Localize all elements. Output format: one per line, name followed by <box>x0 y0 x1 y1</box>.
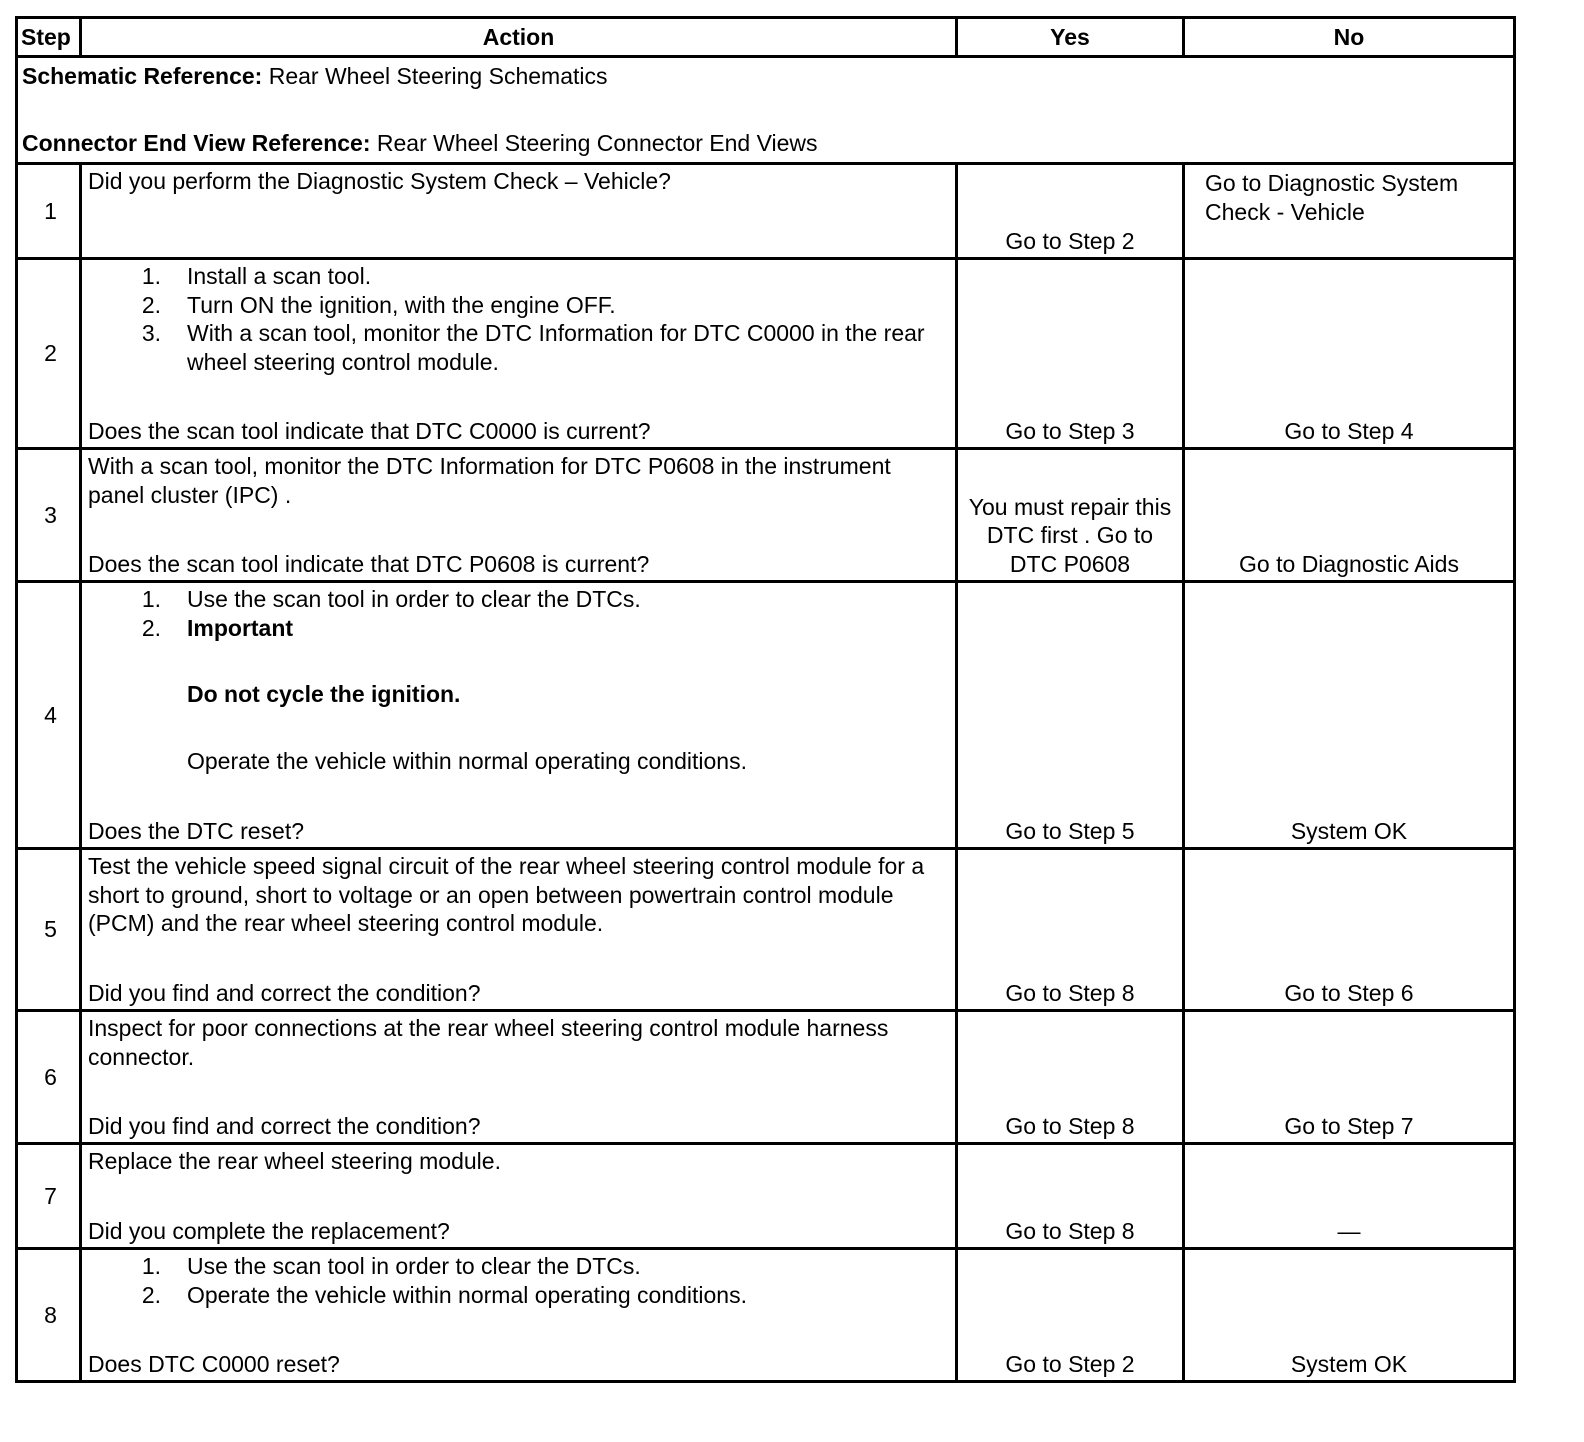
step-number: 3 <box>17 449 81 582</box>
list-item: Use the scan tool in order to clear the DTCs. <box>187 1253 641 1279</box>
action-cell <box>81 849 957 1011</box>
schematic-reference-link[interactable]: Rear Wheel Steering Schematics <box>268 63 608 89</box>
header-row <box>17 18 1515 57</box>
yes-cell[interactable]: Go to Step 2 <box>957 164 1184 259</box>
action-cell <box>81 582 957 849</box>
list-number: 2. <box>141 1281 161 1308</box>
header-no: No <box>1184 18 1515 57</box>
action-question: Does the scan tool indicate that DTC P0608 is current? <box>88 550 650 577</box>
table-row <box>17 1144 1515 1249</box>
table-row <box>17 582 1515 849</box>
table-row <box>17 164 1515 259</box>
yes-cell[interactable]: You must repair this DTC first . Go to DTC P0608 <box>957 449 1184 582</box>
connector-reference-link[interactable]: Rear Wheel Steering Connector End Views <box>376 129 818 156</box>
action-question: Does the scan tool indicate that DTC C0000 is current? <box>88 417 651 444</box>
list-number: 3. <box>141 320 161 346</box>
reference-row <box>17 57 1515 164</box>
action-question: Did you find and correct the condition? <box>88 979 481 1006</box>
action-instruction: Test the vehicle speed signal circuit of the rear wheel steering control module for a short to ground, short to voltage or an open between powertrain control module (PCM) and the rear wheel steering control module. <box>88 853 925 936</box>
action-cell <box>81 1249 957 1382</box>
step-number: 5 <box>17 849 81 1011</box>
no-cell: — <box>1184 1144 1515 1249</box>
list-number: 1. <box>141 263 161 289</box>
action-question: Does DTC C0000 reset? <box>88 1350 340 1377</box>
yes-cell[interactable]: Go to Step 8 <box>957 849 1184 1011</box>
table-row <box>17 1011 1515 1144</box>
no-cell[interactable]: Go to Diagnostic System Check - Vehicle <box>1184 164 1515 259</box>
yes-cell[interactable]: Go to Step 5 <box>957 582 1184 849</box>
step-number: 4 <box>17 582 81 849</box>
header-action: Action <box>81 18 957 57</box>
action-question: Did you complete the replacement? <box>88 1217 450 1244</box>
step-number: 6 <box>17 1011 81 1144</box>
list-item: With a scan tool, monitor the DTC Information for DTC C0000 in the rear wheel steering control module. <box>187 320 925 375</box>
no-cell: System OK <box>1184 582 1515 849</box>
action-instruction: With a scan tool, monitor the DTC Information for DTC P0608 in the instrument panel cluster (IPC) . <box>88 453 891 508</box>
important-heading: Important <box>187 614 294 641</box>
action-cell <box>81 164 957 259</box>
no-cell[interactable]: Go to Step 6 <box>1184 849 1515 1011</box>
list-item: Operate the vehicle within normal operating conditions. <box>187 747 747 774</box>
no-cell: System OK <box>1184 1249 1515 1382</box>
schematic-reference-label: Schematic Reference: <box>22 63 263 89</box>
connector-reference-label: Connector End View Reference: <box>22 129 371 156</box>
list-number: 1. <box>141 1253 161 1279</box>
table-row <box>17 259 1515 449</box>
header-yes: Yes <box>957 18 1184 57</box>
action-cell <box>81 1144 957 1249</box>
yes-cell[interactable]: Go to Step 3 <box>957 259 1184 449</box>
table-row <box>17 849 1515 1011</box>
table-row <box>17 1249 1515 1382</box>
step-number: 1 <box>17 164 81 259</box>
connector-reference <box>22 129 1509 158</box>
action-cell <box>81 1011 957 1144</box>
action-question: Did you perform the Diagnostic System Check – Vehicle? <box>88 168 671 194</box>
action-instruction: Replace the rear wheel steering module. <box>88 1148 501 1174</box>
action-cell <box>81 449 957 582</box>
list-item: Install a scan tool. <box>187 263 372 289</box>
action-cell <box>81 259 957 449</box>
action-instruction: Inspect for poor connections at the rear wheel steering control module harness connector. <box>88 1015 889 1070</box>
list-item: Operate the vehicle within normal operating conditions. <box>187 1281 747 1308</box>
action-question: Did you find and correct the condition? <box>88 1112 481 1139</box>
no-cell[interactable]: Go to Step 7 <box>1184 1011 1515 1144</box>
step-number: 7 <box>17 1144 81 1249</box>
header-step: Step <box>17 18 81 57</box>
yes-cell[interactable]: Go to Step 8 <box>957 1011 1184 1144</box>
step-number: 2 <box>17 259 81 449</box>
no-cell[interactable]: Go to Diagnostic Aids <box>1184 449 1515 582</box>
yes-cell[interactable]: Go to Step 2 <box>957 1249 1184 1382</box>
list-number: 1. <box>141 586 161 612</box>
no-cell[interactable]: Go to Step 4 <box>1184 259 1515 449</box>
table-row <box>17 449 1515 582</box>
important-warning: Do not cycle the ignition. <box>187 681 461 707</box>
step-number: 8 <box>17 1249 81 1382</box>
schematic-reference <box>22 62 1509 91</box>
action-question: Does the DTC reset? <box>88 817 305 844</box>
list-number: 2. <box>141 614 161 641</box>
diagnostic-table <box>15 16 1516 1383</box>
list-number: 2. <box>141 291 161 318</box>
list-item: Turn ON the ignition, with the engine OFF. <box>187 291 616 318</box>
list-item: Use the scan tool in order to clear the DTCs. <box>187 586 641 612</box>
yes-cell[interactable]: Go to Step 8 <box>957 1144 1184 1249</box>
reference-cell <box>17 57 1515 164</box>
